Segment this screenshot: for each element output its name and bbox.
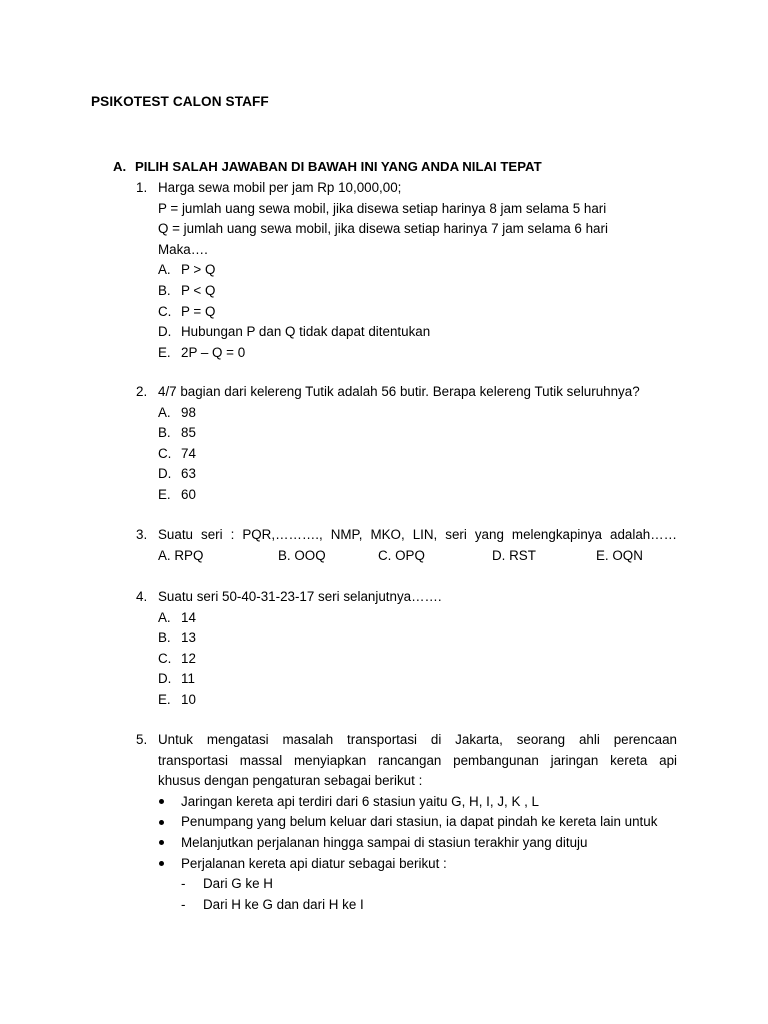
option-text: 74 [181, 445, 196, 461]
answer-option [158, 343, 677, 364]
answer-option [158, 260, 677, 281]
dash-text: Dari G ke H [203, 876, 273, 892]
answer-option [158, 464, 677, 485]
option-text: 98 [181, 404, 196, 420]
bullet-dot-icon [159, 799, 164, 804]
section-heading [113, 159, 542, 174]
option-label: E. [158, 486, 171, 502]
option-label: D. [158, 466, 172, 482]
dash-item [158, 895, 677, 916]
dash-mark: - [181, 876, 186, 892]
option-text: 85 [181, 425, 196, 441]
bullet-text: Perjalanan kereta api diatur sebagai berikut : [181, 855, 447, 871]
question-5 [136, 730, 677, 915]
option-label: A. [158, 262, 171, 278]
section-letter: A. [113, 159, 127, 174]
option-label: B. [158, 630, 171, 646]
question-3 [136, 525, 677, 566]
question-text: khusus dengan pengaturan sebagai berikut : [158, 773, 423, 789]
question-text: 4/7 bagian dari kelereng Tutik adalah 56 butir. Berapa kelereng Tutik seluruhnya? [158, 384, 640, 399]
bullet-text: Melanjutkan perjalanan hingga sampai di stasiun terakhir yang dituju [181, 834, 588, 850]
option-text: Hubungan P dan Q tidak dapat ditentukan [181, 324, 431, 340]
question-text: transportasi massal menyiapkan rancangan pembangunan jaringan kereta api [158, 752, 677, 768]
answer-option: A. RPQ [158, 547, 204, 563]
option-text: 10 [181, 691, 196, 707]
bullet-text: Penumpang yang belum keluar dari stasiun, ia dapat pindah ke kereta lain untuk [181, 814, 658, 830]
answer-option [158, 690, 677, 711]
dash-item [158, 874, 677, 895]
question-text: Harga sewa mobil per jam Rp 10,000,00; [158, 180, 402, 195]
option-text: P = Q [181, 303, 216, 319]
bullet-text: Jaringan kereta api terdiri dari 6 stasiun yaitu G, H, I, J, K , L [181, 793, 539, 809]
question-number: 1. [136, 180, 148, 195]
question-text: Maka…. [158, 241, 208, 257]
answer-option [158, 281, 677, 302]
answer-option [158, 444, 677, 465]
bullet-dot-icon [159, 840, 164, 845]
answer-option [158, 322, 677, 343]
dash-mark: - [181, 896, 186, 912]
option-text: P < Q [181, 282, 216, 298]
bullet-item [158, 812, 677, 833]
question-2 [136, 382, 677, 506]
option-label: B. [158, 425, 171, 441]
option-text: 2P – Q = 0 [181, 344, 246, 360]
section-heading-text: PILIH SALAH JAWABAN DI BAWAH INI YANG ANDA NILAI TEPAT [135, 159, 542, 174]
option-text: 12 [181, 650, 196, 666]
question-1 [136, 178, 677, 363]
page-title: PSIKOTEST CALON STAFF [91, 94, 269, 109]
option-label: D. [158, 324, 172, 340]
bullet-dot-icon [159, 861, 164, 866]
dash-text: Dari H ke G dan dari H ke I [203, 896, 364, 912]
option-label: C. [158, 303, 172, 319]
bullet-item [158, 792, 677, 813]
answer-option [158, 403, 677, 424]
question-text: P = jumlah uang sewa mobil, jika disewa setiap harinya 8 jam selama 5 hari [158, 200, 607, 216]
option-label: C. [158, 445, 172, 461]
answer-option: C. OPQ [378, 547, 425, 563]
option-label: C. [158, 650, 172, 666]
answer-option: D. RST [492, 547, 536, 563]
question-text: Q = jumlah uang sewa mobil, jika disewa setiap harinya 7 jam selama 6 hari [158, 221, 608, 237]
answer-option [158, 423, 677, 444]
option-text: 14 [181, 609, 196, 625]
option-text: 60 [181, 486, 196, 502]
question-number: 2. [136, 384, 148, 399]
question-text: Untuk mengatasi masalah transportasi di Jakarta, seorang ahli perencaan [158, 732, 677, 747]
option-label: E. [158, 344, 171, 360]
question-number: 4. [136, 589, 148, 604]
answer-option [158, 302, 677, 323]
question-4 [136, 587, 677, 711]
answer-option: B. OOQ [278, 547, 326, 563]
bullet-item [158, 854, 677, 875]
option-label: A. [158, 404, 171, 420]
inline-answer-options [158, 546, 677, 567]
option-text: 13 [181, 630, 196, 646]
question-text: Suatu seri 50-40-31-23-17 seri selanjutnya……. [158, 589, 442, 604]
option-label: D. [158, 671, 172, 687]
option-label: B. [158, 282, 171, 298]
option-text: P > Q [181, 262, 216, 278]
answer-option [158, 608, 677, 629]
answer-option [158, 649, 677, 670]
question-number: 3. [136, 527, 148, 542]
option-label: E. [158, 691, 171, 707]
question-text: Suatu seri : PQR,………., NMP, MKO, LIN, seri yang melengkapinya adalah…… [158, 527, 677, 542]
option-label: A. [158, 609, 171, 625]
answer-option [158, 669, 677, 690]
answer-option [158, 485, 677, 506]
option-text: 11 [181, 671, 195, 687]
option-text: 63 [181, 466, 196, 482]
question-number: 5. [136, 732, 148, 747]
answer-option [158, 628, 677, 649]
answer-option: E. OQN [596, 547, 643, 563]
bullet-item [158, 833, 677, 854]
bullet-dot-icon [159, 820, 164, 825]
